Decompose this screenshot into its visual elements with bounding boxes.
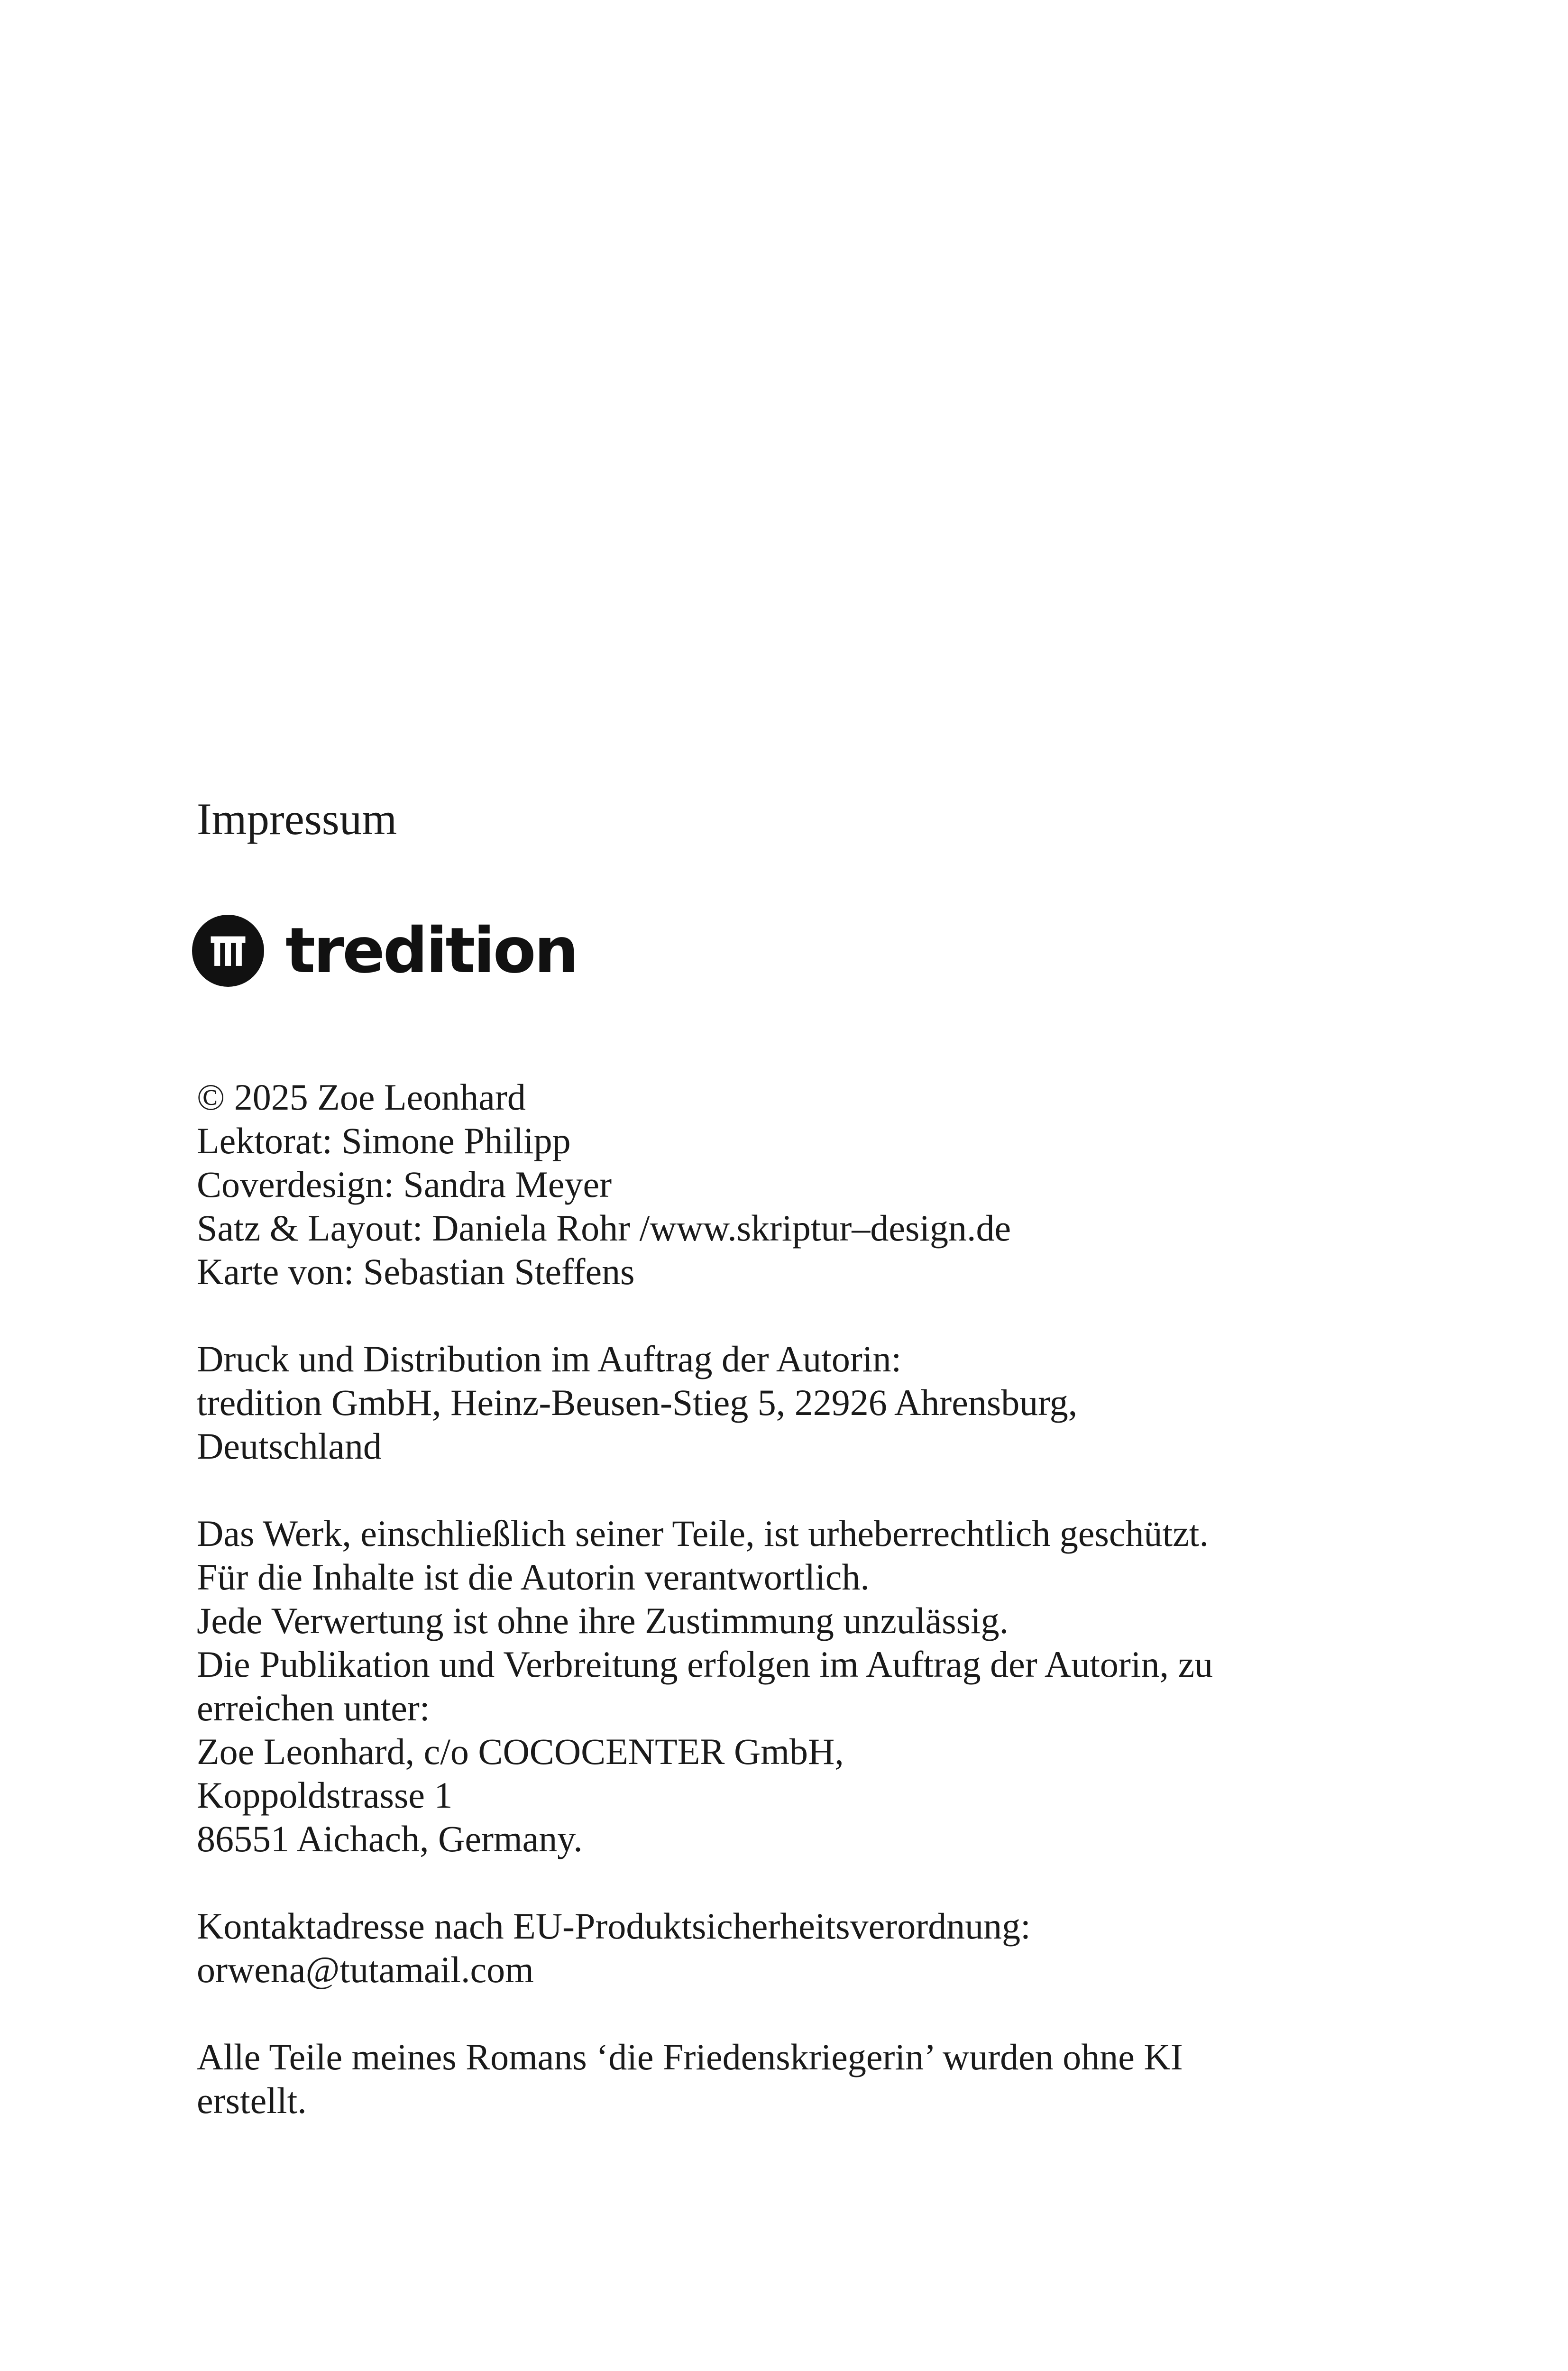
map-credit-line: Karte von: Sebastian Steffens [197,1251,635,1292]
editing-line: Lektorat: Simone Philipp [197,1120,571,1161]
rights-line: Die Publikation und Verbreitung erfolgen im Auftrag der Autorin, zu [197,1644,1213,1685]
publisher-logo-text: tredition [285,914,577,987]
ai-notice-line: Alle Teile meines Romans ‘die Friedenskriegerin’ wurden ohne KI [197,2036,1183,2077]
contact-email: orwena@tutamail.com [197,1949,534,1990]
ai-notice-line: erstellt. [197,2080,307,2121]
typesetting-line: Satz & Layout: Daniela Rohr /www.skriptur–design.de [197,1207,1011,1249]
address-line: Zoe Leonhard, c/o COCOCENTER GmbH, [197,1731,844,1772]
tredition-logo-icon [192,915,264,987]
distribution-line: Druck und Distribution im Auftrag der Autorin: [197,1338,902,1379]
contact-block [197,1904,1382,1992]
cover-design-line: Coverdesign: Sandra Meyer [197,1164,612,1205]
rights-line: Jede Verwertung ist ohne ihre Zustimmung unzulässig. [197,1600,1009,1641]
imprint-text [197,1075,1382,2166]
credits-block [197,1075,1382,1294]
page-title: Impressum [197,794,397,844]
distribution-line: Deutschland [197,1425,382,1467]
address-line: Koppoldstrasse 1 [197,1774,453,1816]
copyright-line: © 2025 Zoe Leonhard [197,1076,526,1118]
publisher-logo [192,913,577,989]
rights-line: Für die Inhalte ist die Autorin verantwortlich. [197,1556,870,1598]
rights-line: erreichen unter: [197,1687,430,1728]
contact-label: Kontaktadresse nach EU-Produktsicherheitsverordnung: [197,1905,1031,1947]
distribution-line: tredition GmbH, Heinz-Beusen-Stieg 5, 22926 Ahrensburg, [197,1382,1078,1423]
distribution-block [197,1337,1382,1468]
rights-line: Das Werk, einschließlich seiner Teile, ist urheberrechtlich geschützt. [197,1513,1209,1554]
address-line: 86551 Aichach, Germany. [197,1818,583,1859]
rights-block [197,1512,1382,1861]
ai-notice-block [197,2035,1382,2123]
